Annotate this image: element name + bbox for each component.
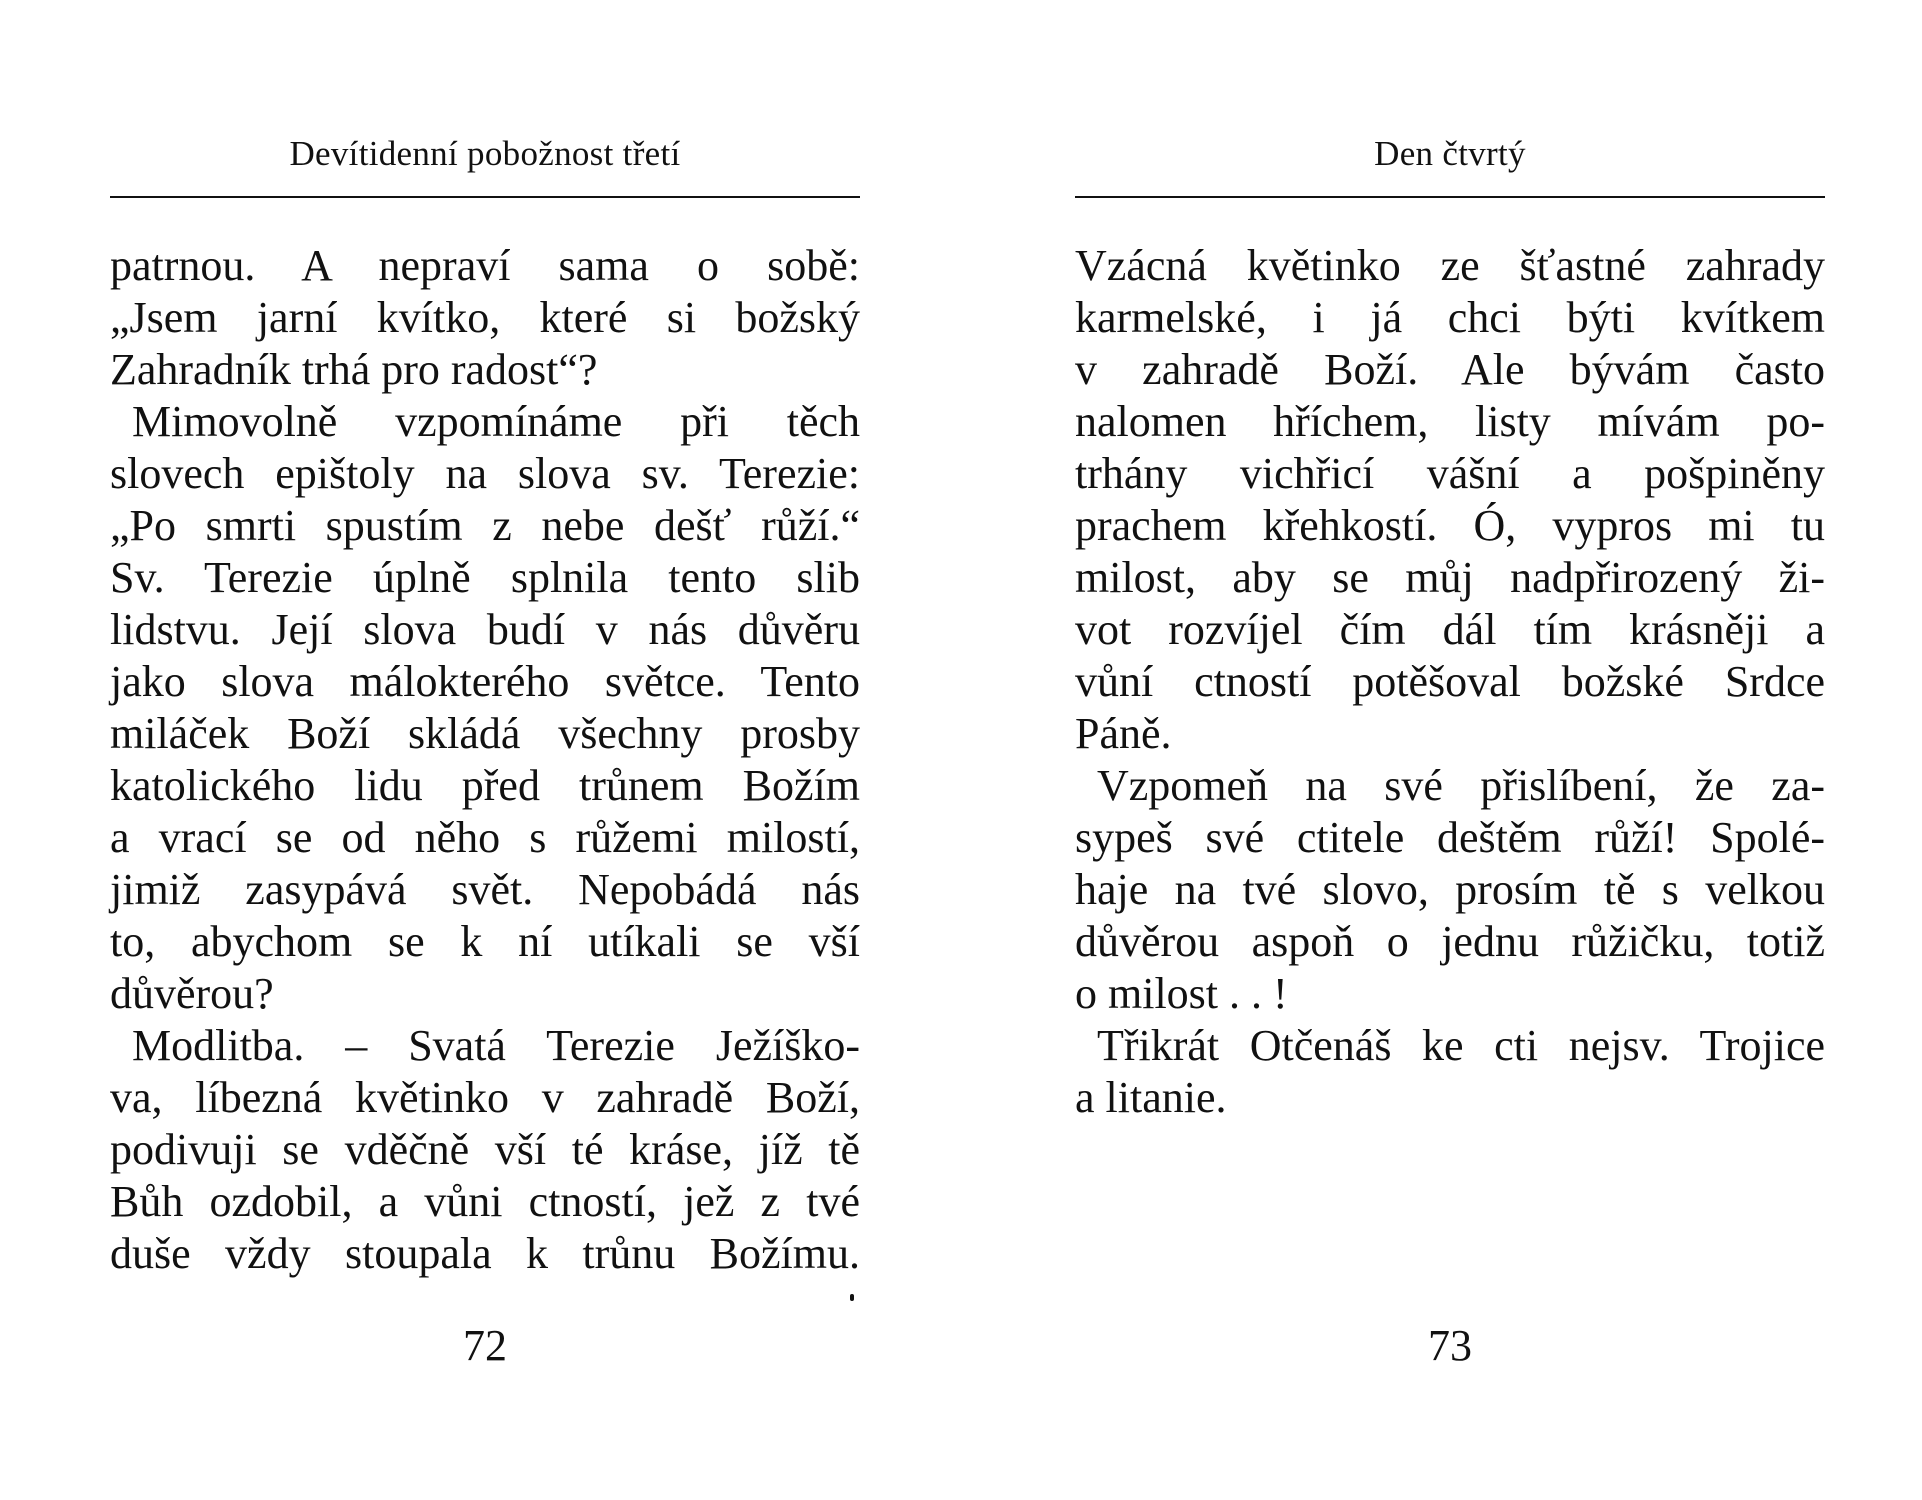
text-line: jako slova málokterého světce. Tento bbox=[110, 657, 860, 706]
text-line: a litanie. bbox=[1075, 1073, 1227, 1122]
left-header-rule bbox=[110, 196, 860, 198]
right-header-rule bbox=[1075, 196, 1825, 198]
text-line: Bůh ozdobil, a vůni ctností, jež z tvé bbox=[110, 1177, 860, 1226]
text-line: miláček Boží skládá všechny prosby bbox=[110, 709, 860, 758]
text-line: Sv. Terezie úplně splnila tento slib bbox=[110, 553, 860, 602]
text-line: „Jsem jarní kvítko, které si božský bbox=[110, 293, 860, 342]
text-line: Vzácná květinko ze šťastné zahrady bbox=[1075, 241, 1825, 290]
text-line: nalomen hříchem, listy mívám po- bbox=[1075, 397, 1825, 446]
text-line: sypeš své ctitele deštěm růží! Spolé- bbox=[1075, 813, 1825, 862]
left-text-block bbox=[110, 240, 860, 1280]
text-line: slovech epištoly na slova sv. Terezie: bbox=[110, 449, 860, 498]
left-running-head: Devítidenní pobožnost třetí bbox=[289, 134, 681, 173]
text-line: důvěrou? bbox=[110, 969, 274, 1018]
text-line: jimiž zasypává svět. Nepobádá nás bbox=[110, 865, 860, 914]
text-line: milost, aby se můj nadpřirozený ži- bbox=[1075, 553, 1825, 602]
text-line: Zahradník trhá pro radost“? bbox=[110, 345, 598, 394]
text-line: vot rozvíjel čím dál tím krásněji a bbox=[1075, 605, 1825, 654]
text-line: haje na tvé slovo, prosím tě s velkou bbox=[1075, 865, 1825, 914]
right-page-number: 73 bbox=[1428, 1321, 1472, 1370]
text-line: prachem křehkostí. Ó, vypros mi tu bbox=[1075, 501, 1825, 550]
text-line: Páně. bbox=[1075, 709, 1172, 758]
text-line: a vrací se od něho s růžemi milostí, bbox=[110, 813, 860, 862]
text-line: patrnou. A nepraví sama o sobě: bbox=[110, 241, 860, 290]
text-line: podivuji se vděčně vší té kráse, jíž tě bbox=[110, 1125, 860, 1174]
text-line: katolického lidu před trůnem Božím bbox=[110, 761, 860, 810]
ink-speck bbox=[850, 1294, 854, 1301]
text-line: Vzpomeň na své přislíbení, že za- bbox=[1097, 761, 1825, 810]
text-line: trhány vichřicí vášní a pošpiněny bbox=[1075, 449, 1825, 498]
text-line: Modlitba. – Svatá Terezie Ježíško- bbox=[132, 1021, 860, 1070]
text-line: o milost . . ! bbox=[1075, 969, 1288, 1018]
text-line: Třikrát Otčenáš ke cti nejsv. Trojice bbox=[1097, 1021, 1825, 1070]
left-page-number: 72 bbox=[463, 1321, 507, 1370]
text-line: lidstvu. Její slova budí v nás důvěru bbox=[110, 605, 860, 654]
text-line: karmelské, i já chci býti kvítkem bbox=[1075, 293, 1825, 342]
text-line: důvěrou aspoň o jednu růžičku, totiž bbox=[1075, 917, 1825, 966]
text-line: va, líbezná květinko v zahradě Boží, bbox=[110, 1073, 860, 1122]
right-text-block bbox=[1075, 240, 1825, 1124]
left-page bbox=[110, 0, 860, 1500]
text-line: Mimovolně vzpomínáme při těch bbox=[132, 397, 860, 446]
right-running-head: Den čtvrtý bbox=[1374, 134, 1526, 173]
text-line: v zahradě Boží. Ale bývám často bbox=[1075, 345, 1825, 394]
text-line: duše vždy stoupala k trůnu Božímu. bbox=[110, 1229, 860, 1278]
text-line: to, abychom se k ní utíkali se vší bbox=[110, 917, 860, 966]
text-line: „Po smrti spustím z nebe dešť růží.“ bbox=[110, 501, 860, 550]
text-line: vůní ctností potěšoval božské Srdce bbox=[1075, 657, 1825, 706]
right-page bbox=[1075, 0, 1825, 1500]
